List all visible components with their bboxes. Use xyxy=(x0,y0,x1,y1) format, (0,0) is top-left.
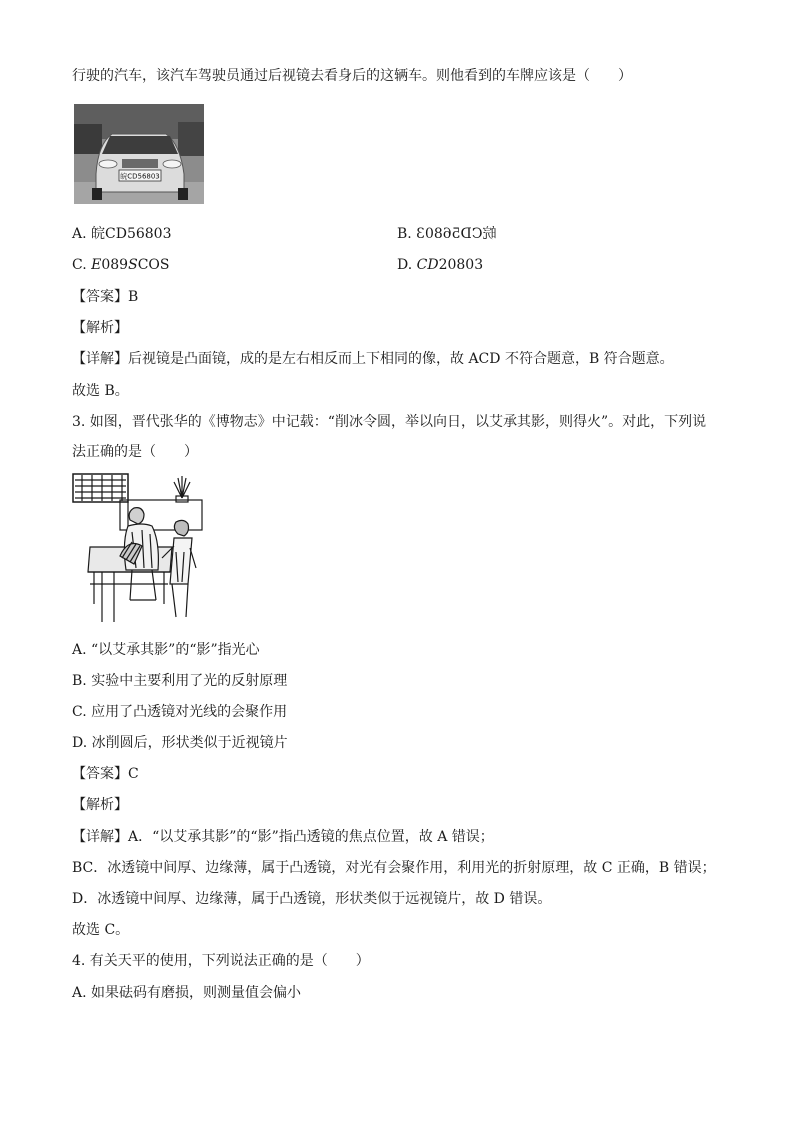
q3-detail-1: 【详解】A．“以艾承其影”的“影”指凸透镜的焦点位置，故 A 错误； xyxy=(72,829,494,845)
q4-option-a[interactable]: A. 如果砝码有磨损，则测量值会偏小 xyxy=(72,985,302,1001)
q2-option-a[interactable]: A. 皖CD56803 xyxy=(72,226,172,242)
q3-option-c[interactable]: C. 应用了凸透镜对光线的会聚作用 xyxy=(72,704,288,720)
q3-option-d[interactable]: D. 冰削圆后，形状类似于近视镜片 xyxy=(72,735,288,751)
q2-option-d[interactable]: D. CD20803 xyxy=(397,257,484,273)
q3-detail-2: BC．冰透镜中间厚、边缘薄，属于凸透镜，对光有会聚作用，利用光的折射原理，故 C 正确，B 错误； xyxy=(72,860,716,876)
q3-stem-line1: 3. 如图，晋代张华的《博物志》中记载：“削冰令圆，举以向日，以艾承其影，则得火”。对此，下列说 xyxy=(72,414,707,430)
q3-conclusion: 故选 C。 xyxy=(72,922,130,938)
q2-conclusion: 故选 B。 xyxy=(72,383,129,399)
car-photo-drawing xyxy=(74,104,204,204)
q3-option-a[interactable]: A. “以艾承其影”的“影”指光心 xyxy=(72,642,260,658)
q3-stem-line2: 法正确的是（ ） xyxy=(72,444,198,460)
q2-option-c[interactable]: C. E089SCOS xyxy=(72,257,170,273)
car-photo xyxy=(74,104,204,204)
q3-analysis: 【解析】 xyxy=(72,797,128,813)
woodcut-illustration xyxy=(72,472,206,622)
q2-analysis: 【解析】 xyxy=(72,320,128,336)
q3-detail-3: D．冰透镜中间厚、边缘薄，属于凸透镜，形状类似于远视镜片，故 D 错误。 xyxy=(72,891,552,907)
q2-stem-tail: 行驶的汽车，该汽车驾驶员通过后视镜去看身后的这辆车。则他看到的车牌应该是（ ） xyxy=(72,68,632,84)
q3-option-b[interactable]: B. 实验中主要利用了光的反射原理 xyxy=(72,673,288,689)
q2-option-b[interactable]: B. 皖CD56803 xyxy=(397,226,497,242)
q3-answer: 【答案】C xyxy=(72,766,139,782)
q2-answer: 【答案】B xyxy=(72,289,139,305)
woodcut-drawing xyxy=(72,472,206,622)
q4-stem: 4. 有关天平的使用，下列说法正确的是（ ） xyxy=(72,953,370,969)
mirrored-plate-text: 皖CD56803 xyxy=(416,226,497,242)
plate-text: 皖CD56803 xyxy=(120,172,160,181)
q2-detail: 【详解】后视镜是凸面镜，成的是左右相反而上下相同的像，故 ACD 不符合题意，B 符合题意。 xyxy=(72,351,674,367)
